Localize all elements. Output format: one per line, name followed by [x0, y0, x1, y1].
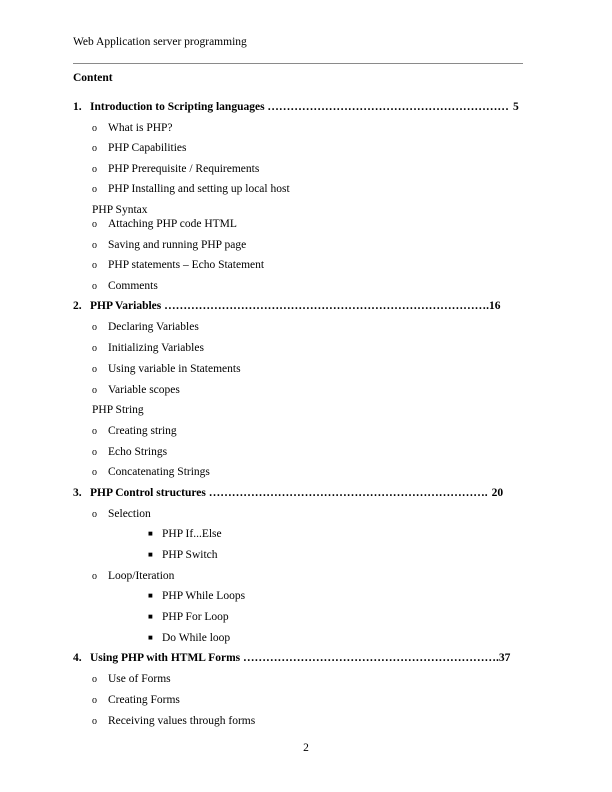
- toc-item: [92, 693, 180, 708]
- item-label: Selection: [108, 508, 151, 520]
- toc-item: [92, 465, 210, 480]
- item-label: Concatenating Strings: [108, 466, 210, 478]
- bullet-icon: o: [92, 219, 97, 230]
- section-label: Using PHP with HTML Forms ………………………………………………………….: [90, 652, 499, 664]
- bullet-icon: o: [92, 364, 97, 375]
- item-label: PHP While Loops: [162, 590, 246, 602]
- bullet-icon: o: [92, 322, 97, 333]
- section-label: PHP Control structures ……………………………………………………………….: [90, 487, 488, 499]
- toc-item: [92, 320, 199, 335]
- toc-item: [92, 162, 259, 177]
- section-number: 2.: [73, 300, 82, 312]
- item-label: Creating Forms: [108, 694, 180, 706]
- item-label: What is PHP?: [108, 122, 173, 134]
- toc-item: [92, 141, 186, 156]
- section-number: 3.: [73, 487, 82, 499]
- toc-section-3[interactable]: [73, 486, 523, 500]
- item-label: Loop/Iteration: [108, 570, 175, 582]
- toc-section-4[interactable]: [73, 651, 523, 665]
- bullet-icon: o: [92, 281, 97, 292]
- toc-section-1[interactable]: [73, 100, 523, 114]
- toc-item: [92, 672, 171, 687]
- bullet-icon: o: [92, 674, 97, 685]
- bullet-icon: o: [92, 716, 97, 727]
- bullet-icon: o: [92, 426, 97, 437]
- square-bullet-icon: ■: [148, 633, 153, 642]
- bullet-icon: o: [92, 571, 97, 582]
- item-label: PHP If...Else: [162, 528, 222, 540]
- toc-item: [92, 445, 167, 460]
- bullet-icon: o: [92, 343, 97, 354]
- item-label: PHP Installing and setting up local host: [108, 183, 290, 195]
- bullet-icon: o: [92, 123, 97, 134]
- running-header: Web Application server programming: [73, 36, 247, 48]
- square-bullet-icon: ■: [148, 550, 153, 559]
- section-label: PHP Variables ………………………………………………………………………….: [90, 300, 489, 312]
- item-label: Echo Strings: [108, 446, 168, 458]
- item-label: Using variable in Statements: [108, 363, 241, 375]
- bullet-icon: o: [92, 695, 97, 706]
- toc-item: [92, 121, 173, 136]
- toc-item: [92, 341, 204, 356]
- item-label: Variable scopes: [108, 384, 180, 396]
- square-bullet-icon: ■: [148, 612, 153, 621]
- item-label: Use of Forms: [108, 673, 171, 685]
- toc-item: [92, 714, 255, 729]
- toc-item: [92, 569, 174, 584]
- section-page: 20: [491, 487, 504, 499]
- toc-item: [92, 424, 177, 439]
- bullet-icon: o: [92, 467, 97, 478]
- bullet-icon: o: [92, 509, 97, 520]
- item-label: Receiving values through forms: [108, 715, 256, 727]
- toc-item: [92, 279, 158, 294]
- section-page: 5: [512, 101, 519, 113]
- item-label: Creating string: [108, 425, 177, 437]
- square-bullet-icon: ■: [148, 591, 153, 600]
- bullet-icon: o: [92, 240, 97, 251]
- section-label: Introduction to Scripting languages ………………………………………………………: [90, 101, 509, 113]
- section-number: 1.: [73, 101, 82, 113]
- square-bullet-icon: ■: [148, 529, 153, 538]
- item-label: PHP Switch: [162, 549, 218, 561]
- item-label: PHP statements – Echo Statement: [108, 259, 265, 271]
- toc-item: [92, 238, 246, 253]
- item-label: PHP Capabilities: [108, 142, 187, 154]
- bullet-icon: o: [92, 143, 97, 154]
- item-label: Attaching PHP code HTML: [108, 218, 237, 230]
- toc-subitem: [148, 548, 218, 562]
- toc-subheading: PHP String: [92, 404, 144, 416]
- toc-subitem: [148, 610, 229, 624]
- page-number: 2: [303, 742, 309, 754]
- item-label: Saving and running PHP page: [108, 239, 247, 251]
- toc-subitem: [148, 527, 222, 541]
- header-rule: [73, 63, 523, 64]
- bullet-icon: o: [92, 164, 97, 175]
- item-label: Declaring Variables: [108, 321, 199, 333]
- toc-item: [92, 383, 180, 398]
- item-label: Do While loop: [162, 632, 231, 644]
- toc-subitem: [148, 589, 245, 603]
- toc-item: [92, 362, 241, 377]
- toc-item: [92, 217, 237, 232]
- section-page: 37: [498, 652, 511, 664]
- toc-section-2[interactable]: [73, 299, 523, 313]
- section-page: 16: [489, 300, 501, 312]
- bullet-icon: o: [92, 385, 97, 396]
- contents-heading: Content: [73, 72, 113, 84]
- section-number: 4.: [73, 652, 82, 664]
- item-label: PHP Prerequisite / Requirements: [108, 163, 260, 175]
- item-label: Initializing Variables: [108, 342, 204, 354]
- item-label: Comments: [108, 280, 158, 292]
- toc-item: [92, 182, 290, 197]
- toc-subheading: PHP Syntax: [92, 204, 148, 216]
- toc-subitem: [148, 631, 230, 645]
- toc-item: [92, 258, 264, 273]
- bullet-icon: o: [92, 447, 97, 458]
- bullet-icon: o: [92, 260, 97, 271]
- toc-item: [92, 507, 151, 522]
- item-label: PHP For Loop: [162, 611, 229, 623]
- bullet-icon: o: [92, 184, 97, 195]
